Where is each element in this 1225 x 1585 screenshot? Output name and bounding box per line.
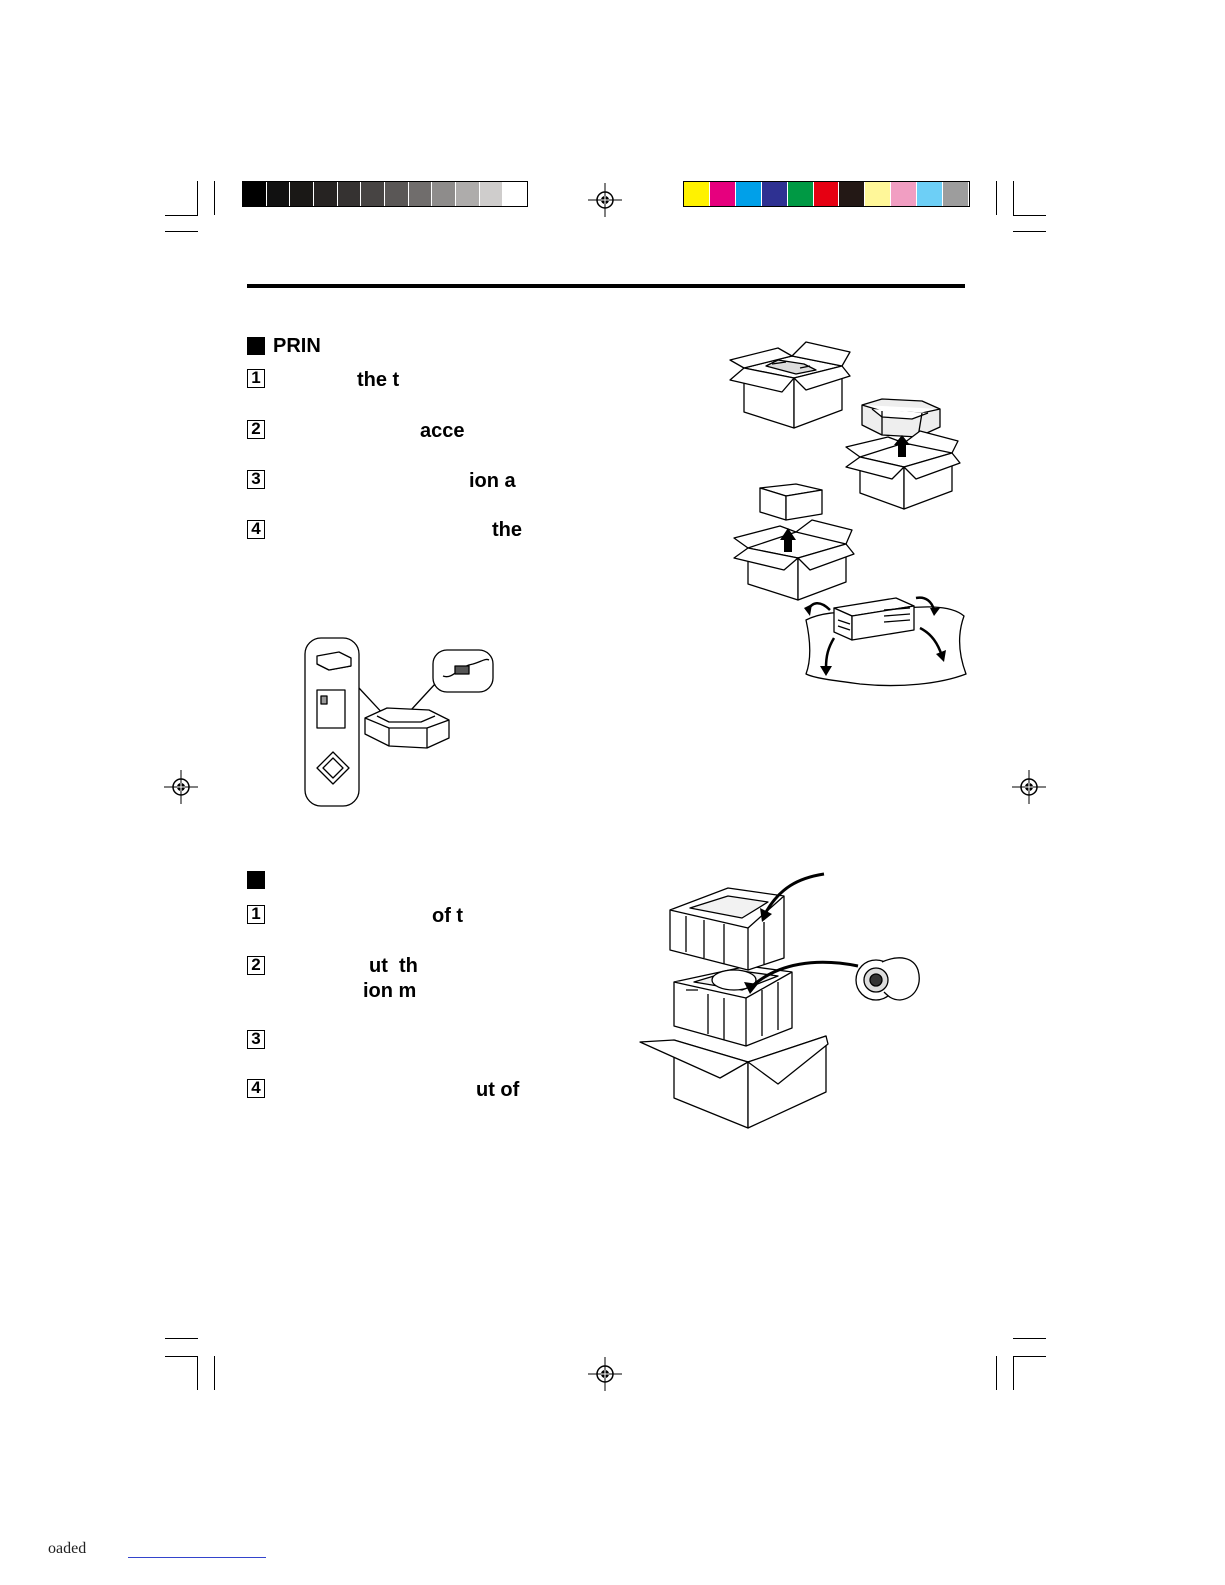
color-swatch: [243, 182, 266, 206]
open-box-illustration: [726, 340, 856, 430]
color-swatch: [762, 182, 787, 206]
footer-link-underline[interactable]: [128, 1557, 266, 1558]
crop-mark: [1013, 1356, 1014, 1390]
step-number: 2: [247, 420, 265, 439]
process-color-bar: [683, 181, 970, 207]
crop-mark: [165, 1338, 198, 1339]
color-swatch: [456, 182, 479, 206]
crop-mark: [165, 1356, 198, 1357]
color-swatch: [814, 182, 839, 206]
color-swatch: [290, 182, 313, 206]
registration-target-icon: [1012, 770, 1046, 804]
color-swatch: [891, 182, 916, 206]
color-swatch: [943, 182, 968, 206]
color-swatch: [684, 182, 709, 206]
color-swatch: [839, 182, 864, 206]
step-number: 4: [247, 520, 265, 539]
step-text: ut th: [369, 955, 418, 977]
crop-mark: [1013, 231, 1046, 232]
step-number: 1: [247, 905, 265, 924]
color-swatch: [314, 182, 337, 206]
color-swatch: [432, 182, 455, 206]
crop-mark: [214, 181, 215, 215]
printer-in-bag-illustration: [800, 588, 968, 690]
registration-target-icon: [164, 770, 198, 804]
color-swatch: [710, 182, 735, 206]
crop-mark: [197, 1356, 198, 1390]
color-swatch: [917, 182, 942, 206]
header-rule: [247, 284, 965, 288]
color-swatch: [361, 182, 384, 206]
packing-tray-lift-illustration: [842, 395, 962, 513]
step-text: ion a: [469, 470, 516, 492]
crop-mark: [214, 1356, 215, 1390]
crop-mark: [165, 231, 198, 232]
step-text: ut of: [476, 1079, 520, 1101]
color-swatch: [267, 182, 290, 206]
step-number: 2: [247, 956, 265, 975]
step-number: 1: [247, 369, 265, 388]
step-number: 3: [247, 470, 265, 489]
crop-mark: [996, 181, 997, 215]
step-text: ion m: [363, 980, 417, 1002]
registration-target-icon: [588, 1357, 622, 1391]
section-marker-icon: [247, 871, 265, 889]
crop-mark: [996, 1356, 997, 1390]
color-swatch: [385, 182, 408, 206]
color-swatch: [736, 182, 761, 206]
grayscale-color-bar: [242, 181, 528, 207]
section-marker-icon: [247, 337, 265, 355]
crop-mark: [1013, 1356, 1046, 1357]
step-number: 3: [247, 1030, 265, 1049]
crop-mark: [1013, 181, 1014, 215]
accessories-illustration: [303, 636, 499, 808]
color-swatch: [503, 182, 526, 206]
crop-mark: [1013, 215, 1046, 216]
step-text: the: [492, 519, 522, 541]
footer-text: oaded: [48, 1540, 87, 1557]
step-text: acce: [420, 420, 465, 442]
color-swatch: [480, 182, 503, 206]
accessory-box-lift-illustration: [730, 480, 860, 602]
crop-mark: [165, 215, 198, 216]
crop-mark: [197, 181, 198, 215]
color-swatch: [338, 182, 361, 206]
color-swatch: [788, 182, 813, 206]
color-swatch: [409, 182, 432, 206]
foam-packing-illustration: [638, 866, 924, 1132]
step-text: the t: [357, 369, 400, 391]
crop-mark: [1013, 1338, 1046, 1339]
step-text: of t: [432, 905, 464, 927]
color-swatch: [865, 182, 890, 206]
step-number: 4: [247, 1079, 265, 1098]
section-title: PRIN: [273, 335, 321, 357]
registration-target-icon: [588, 183, 622, 217]
